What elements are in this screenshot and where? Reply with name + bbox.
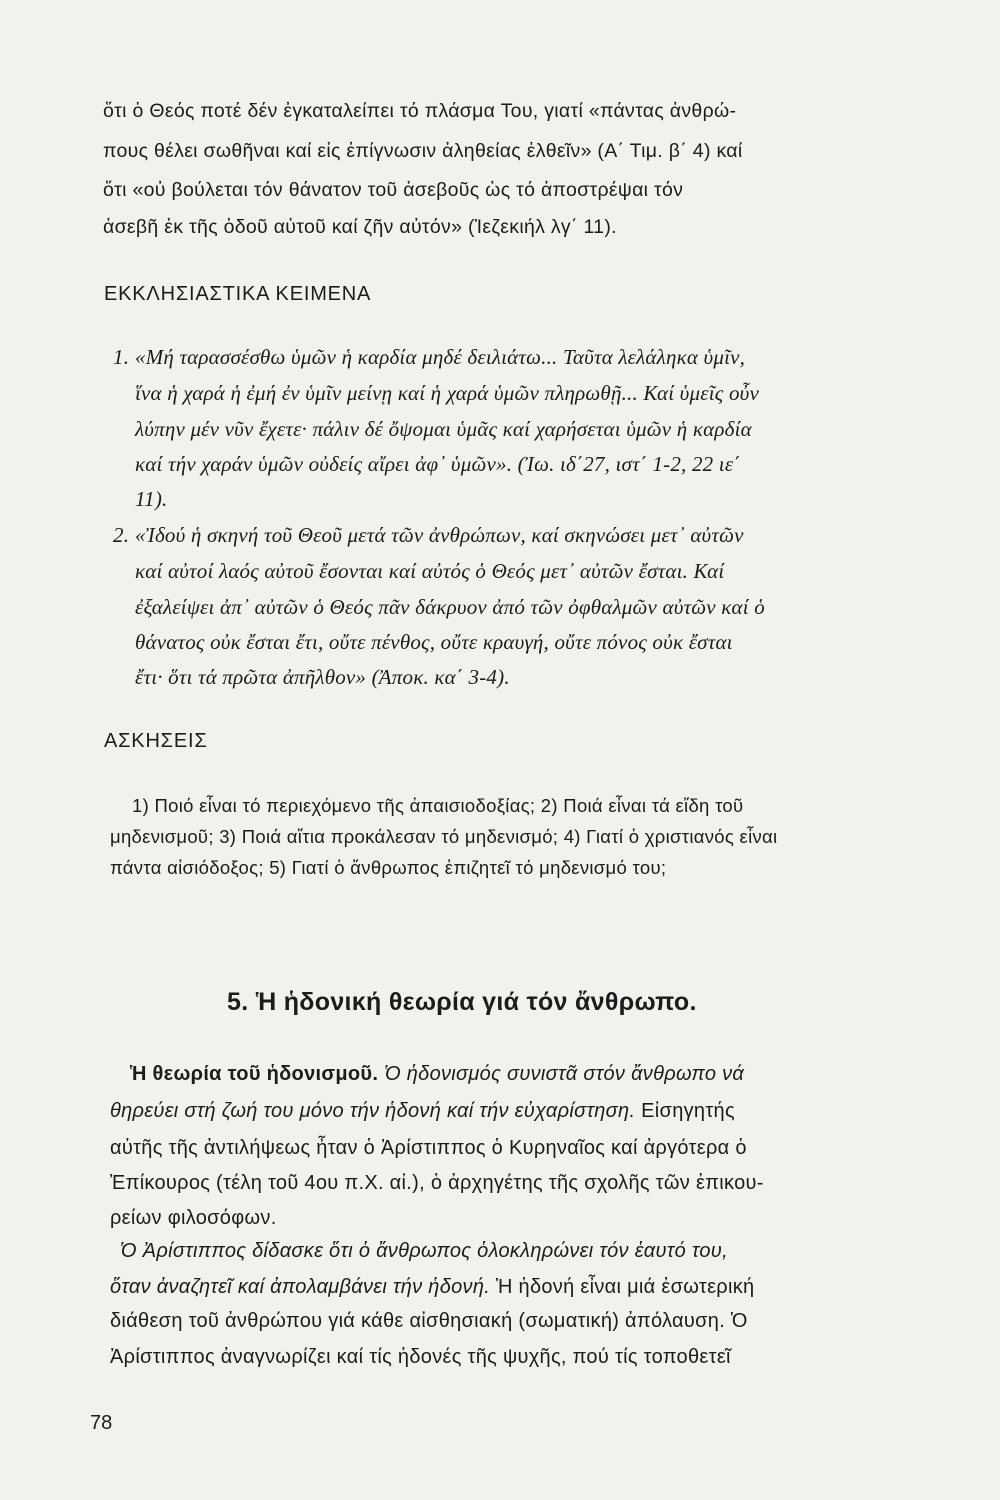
section-title: 5. Ἡ ἡδονική θεωρία γιά τόν ἄνθρωπο. bbox=[227, 988, 697, 1016]
text-line: ρείων φιλοσόφων. bbox=[110, 1207, 277, 1229]
text-line: ὅτι ὁ Θεός ποτέ δέν ἐγκαταλείπει τό πλάσμα Του, γιατί «πάντας ἀνθρώ- bbox=[103, 100, 737, 122]
italic-text: ὅταν ἀναζητεῖ καί ἀπολαμβάνει τήν ἡδονή. bbox=[110, 1276, 491, 1298]
text-line: ἐξαλείψει ἀπ᾽ αὐτῶν ὁ Θεός πᾶν δάκρυον ἀπό τῶν ὀφθαλμῶν αὐτῶν καί ὁ bbox=[135, 595, 765, 619]
italic-text: θηρεύει στή ζωή του μόνο τήν ἡδονή καί τήν εὐχαρίστηση. bbox=[110, 1100, 636, 1122]
texts-heading: ΕΚΚΛΗΣΙΑΣΤΙΚΑ ΚΕΙΜΕΝΑ bbox=[104, 283, 372, 305]
text-line bbox=[110, 1100, 735, 1123]
text-line: Ὁ Ἀρίστιππος δίδασκε ὅτι ὁ ἄνθρωπος ὁλοκληρώνει τόν ἑαυτό του, bbox=[120, 1240, 728, 1262]
text-line: πους θέλει σωθῆναι καί εἰς ἐπίγνωσιν ἀληθείας ἐλθεῖν» (Α΄ Τιμ. β΄ 4) καί bbox=[103, 140, 743, 162]
text-line: «Μή ταρασσέσθω ὑμῶν ἡ καρδία μηδέ δειλιάτω... Ταῦτα λελάληκα ὑμῖν, bbox=[135, 345, 746, 369]
text-line: θάνατος οὐκ ἔσται ἔτι, οὔτε πένθος, οὔτε κραυγή, οὔτε πόνος οὐκ ἔσται bbox=[135, 630, 733, 654]
text-line: ἵνα ἡ χαρά ἡ ἐμή ἐν ὑμῖν μείνῃ καί ἡ χαρά ὑμῶν πληρωθῇ... Καί ὑμεῖς οὖν bbox=[135, 381, 759, 405]
text-line: καί τήν χαράν ὑμῶν οὐδείς αἴρει ἀφ᾽ ὑμῶν». (Ἰω. ιδ΄27, ιστ΄ 1-2, 22 ιε΄ bbox=[135, 452, 741, 476]
page-number: 78 bbox=[90, 1412, 113, 1434]
text-line: 1) Ποιό εἶναι τό περιεχόμενο τῆς ἀπαισιοδοξίας; 2) Ποιά εἶναι τά εἴδη τοῦ bbox=[132, 795, 744, 816]
text-line bbox=[110, 1276, 754, 1299]
text-line: λύπην μέν νῦν ἔχετε· πάλιν δέ ὄψομαι ὑμᾶς καί χαρήσεται ὑμῶν ἡ καρδία bbox=[135, 417, 752, 441]
text-line bbox=[130, 1063, 744, 1086]
exercises-heading: ΑΣΚΗΣΕΙΣ bbox=[104, 730, 208, 752]
quote-number: 1. bbox=[113, 345, 130, 369]
plain-text: Ἡ ἡδονή εἶναι μιά ἐσωτερική bbox=[495, 1276, 755, 1298]
text-line: Ἀρίστιππος ἀναγνωρίζει καί τίς ἡδονές τῆς ψυχῆς, πού τίς τοποθετεῖ bbox=[110, 1346, 731, 1368]
quote-number: 2. bbox=[113, 523, 130, 547]
text-line: διάθεση τοῦ ἀνθρώπου γιά κάθε αἰσθησιακή (σωματική) ἀπόλαυση. Ὁ bbox=[110, 1310, 748, 1332]
text-line: αὐτῆς τῆς ἀντιλήψεως ἦταν ὁ Ἀρίστιππος ὁ Κυρηναῖος καί ἀργότερα ὁ bbox=[110, 1137, 747, 1159]
text-line: ἔτι· ὅτι τά πρῶτα ἀπῆλθον» (Ἀποκ. κα΄ 3-4). bbox=[135, 665, 510, 689]
text-line: «Ἰδού ἡ σκηνή τοῦ Θεοῦ μετά τῶν ἀνθρώπων, καί σκηνώσει μετ᾽ αὐτῶν bbox=[135, 523, 744, 547]
text-line: 11). bbox=[135, 487, 168, 511]
text-line: Ἐπίκουρος (τέλη τοῦ 4ου π.Χ. αἰ.), ὁ ἀρχηγέτης τῆς σχολῆς τῶν ἐπικου- bbox=[110, 1172, 764, 1194]
paragraph-lead: Ἡ θεωρία τοῦ ἡδονισμοῦ. bbox=[130, 1063, 379, 1085]
text-line: πάντα αἰσιόδοξος; 5) Γιατί ὁ ἄνθρωπος ἐπιζητεῖ τό μηδενισμό του; bbox=[110, 857, 667, 878]
italic-text: Ὁ ἡδονισμός συνιστᾶ στόν ἄνθρωπο νά bbox=[384, 1063, 745, 1085]
text-line: μηδενισμοῦ; 3) Ποιά αἴτια προκάλεσαν τό μηδενισμό; 4) Γιατί ὁ χριστιανός εἶναι bbox=[110, 826, 778, 847]
text-line: ἀσεβῆ ἐκ τῆς ὁδοῦ αὐτοῦ καί ζῆν αὐτόν» (Ἰεζεκιήλ λγ΄ 11). bbox=[103, 216, 617, 238]
text-line: καί αὐτοί λαός αὐτοῦ ἔσονται καί αὐτός ὁ Θεός μετ᾽ αὐτῶν ἔσται. Καί bbox=[135, 559, 725, 583]
plain-text: Εἰσηγητής bbox=[641, 1100, 735, 1122]
text-line: ὅτι «οὐ βούλεται τόν θάνατον τοῦ ἀσεβοῦς ὡς τό ἀποστρέψαι τόν bbox=[103, 179, 684, 201]
